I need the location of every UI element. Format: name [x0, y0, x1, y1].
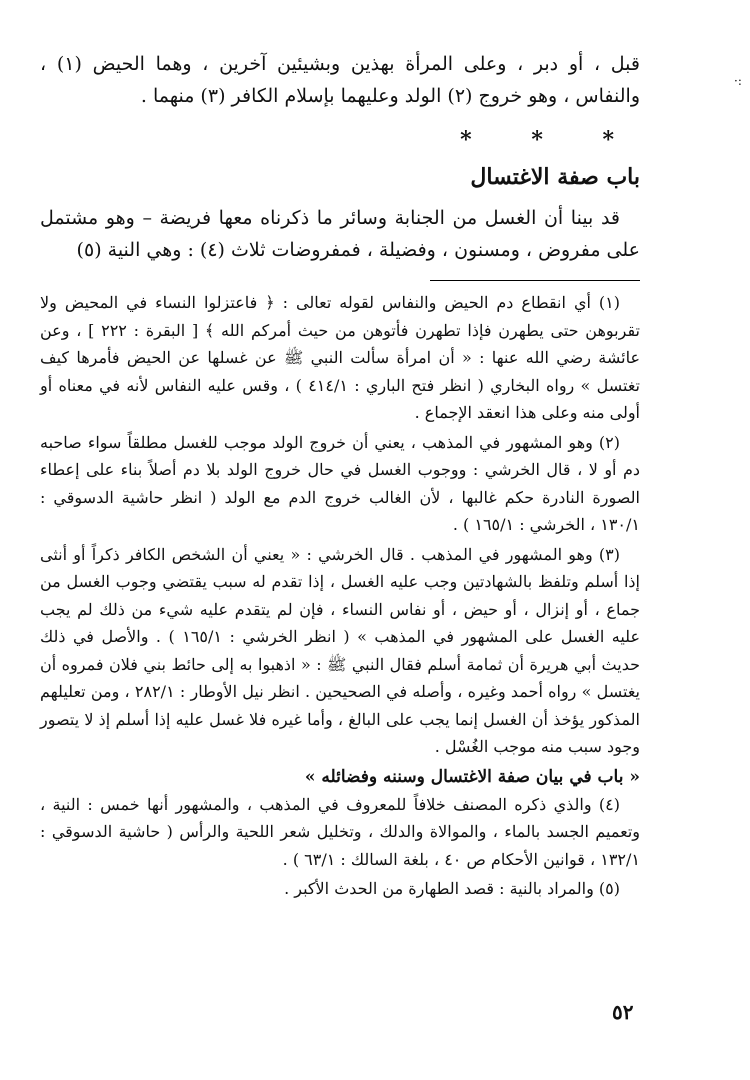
- footnote-1: (١) أي انقطاع دم الحيض والنفاس لقوله تعالى : ﴿ فاعتزلوا النساء في المحيض ولا تقربوهن حتى يطهرن فإذا تطهرن فأتوهن من حيث أمركم الله ﴾ [ البقرة : ٢٢٢ ] ، وعن عائشة رضي الله عنها : « أن امرأة سألت النبي ﷺ عن غسلها عن الحيض فأمرها كيف تغتسل » رواه البخاري ( انظر فتح الباري : ٤١٤/١ ) ، وقس عليه النفاس لأنه في معناه أو أولى منه وعلى هذا انعقد الإجماع .: [40, 293, 640, 422]
- footnote-divider: [430, 280, 640, 281]
- footnote-sub-heading: « باب في بيان صفة الاغتسال وسننه وفضائله »: [304, 766, 640, 787]
- footnote-2: (٢) وهو المشهور في المذهب ، يعني أن خروج الولد موجب للغسل مطلقاً سواء صاحبه دم أو لا ، قال الخرشي : ووجوب الغسل في حال خروج الولد بلا دم أصلاً بناء على إعطاء الصورة النادرة حكم غالبها ، لأن الغالب خروج الدم مع الولد ( انظر حاشية الدسوقي : ١٣٠/١ ، الخرشي : ١٦٥/١ ) .: [40, 432, 640, 534]
- footnote-3: (٣) وهو المشهور في المذهب . قال الخرشي : « يعني أن الشخص الكافر ذكراً أو أنثى إذا أسلم وتلفظ بالشهادتين وجب عليه الغسل ، إذا تقدم له سبب يقتضي وجوب الغسل من جماع ، أو إنزال ، أو حيض ، أو نفاس النساء ، فإن لم يتقدم عليه شيء من ذلك لم يجب عليه الغسل على المشهور في المذهب » ( انظر الخرشي : ١٦٥/١ ) . والأصل في ذلك حديث أبي هريرة أن ثمامة أسلم فقال النبي ﷺ : « اذهبوا به إلى حائط بني فلان فمروه أن يغتسل » رواه أحمد وغيره ، وأصله في الصحيحين . انظر نيل الأوطار : ٢٨٢/١ ، ومن تعليلهم المذكور يؤخذ أن الغسل إنما يجب على البالغ ، وأما غيره فلا غسل عليه إذا أسلم إذ لا يتصور وجود سبب منه موجب الغُسْل .: [40, 544, 641, 756]
- chapter-title: باب صفة الاغتسال: [470, 164, 640, 190]
- footnotes: [40, 289, 640, 903]
- main-paragraph-1: قبل ، أو دبر ، وعلى المرأة بهذين وبشيئين آخرين ، وهما الحيض (١) ، والنفاس ، وهو خروج (٢) الولد وعليهما بإسلام الكافر (٣) منهما .: [40, 53, 640, 107]
- page-body: [40, 48, 640, 905]
- footnote-5: (٥) والمراد بالنية : قصد الطهارة من الحدث الأكبر .: [284, 879, 620, 898]
- margin-mark: ·:: [734, 74, 742, 88]
- main-text: [40, 48, 640, 266]
- main-paragraph-2: قد بينا أن الغسل من الجنابة وسائر ما ذكرناه معها فريضة – وهو مشتمل على مفروض ، ومسنون ، وفضيلة ، فمفروضات ثلاث (٤) : وهي النية (٥): [40, 207, 640, 261]
- page-number: ٥٢: [612, 1000, 634, 1024]
- section-separator-stars: * * *: [460, 127, 640, 153]
- footnote-4: (٤) والذي ذكره المصنف خلافاً للمعروف في المذهب ، والمشهور أنها خمس : النية ، وتعميم الجسد بالماء ، والموالاة والدلك ، وتخليل شعر اللحية والرأس ( حاشية الدسوقي : ١٣٢/١ ، قوانين الأحكام ص ٤٠ ، بلغة السالك : ٦٣/١ ) .: [40, 794, 641, 869]
